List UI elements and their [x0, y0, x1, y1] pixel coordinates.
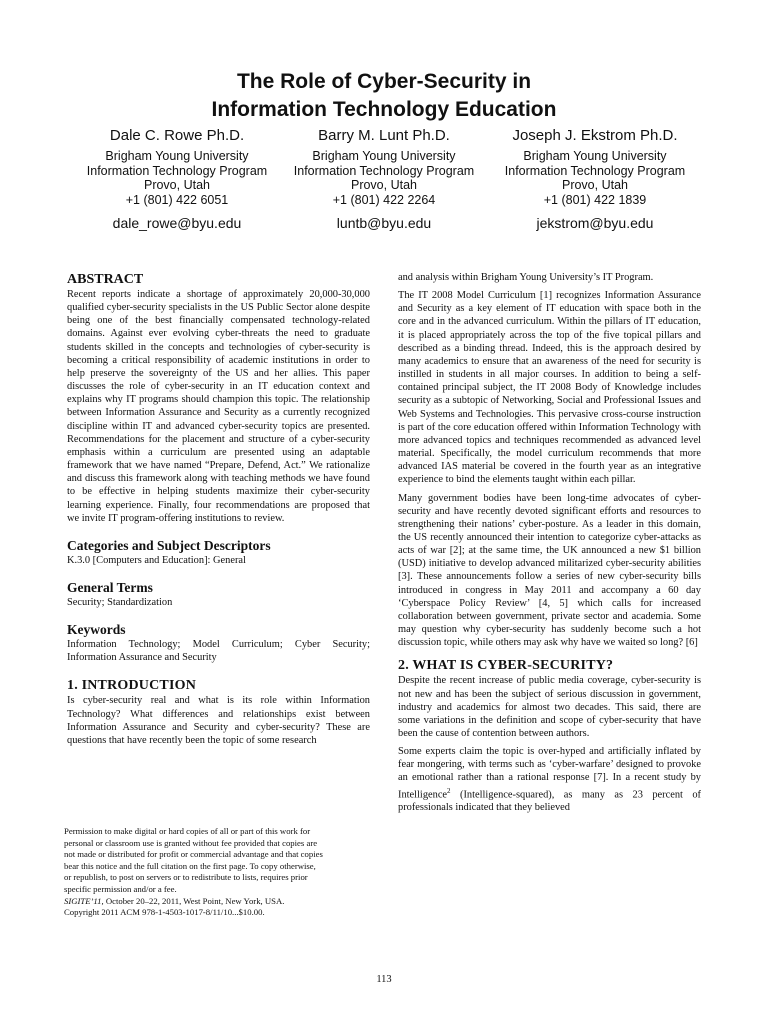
body-paragraph: The IT 2008 Model Curriculum [1] recognizes Information Assurance and Security as a key element of IT education with space both in the core and in the advanced curriculum. Within the pillars of IT education, it is placed appropriately across the top of the five topical pillars and described as a binding thread. Indeed, this is the approach desired by many academics to ensure that an awareness of the need for security is instilled in students in all major courses. In addition to being a self-contained principal subject, the IT 2008 Body of Knowledge includes security as a subtopic of Networking, Social and Professional Issues and Web Systems and Technologies. This pervasive cross-course instruction is part of the core education offered within Information Technology with more advanced topics and techniques recommended as advanced level material. Specifically, the model curriculum recommends that more advanced IAS material be covered in the fourth year as an integrative experience to bind the elements taught within each pillar. [398, 290, 701, 486]
superscript: 2 [447, 786, 451, 795]
copyright-line: Copyright 2011 ACM 978-1-4503-1017-8/11/10...$10.00. [64, 907, 265, 918]
author-program: Information Technology Program [86, 163, 268, 178]
venue-line [64, 896, 369, 908]
general-terms-heading: General Terms [67, 579, 153, 595]
paragraph-text: (Intelligence-squared), as many as 23 percent of professionals indicated that they believed [398, 789, 701, 814]
section-2-heading: 2. WHAT IS CYBER-SECURITY? [398, 658, 614, 674]
keywords-heading: Keywords [67, 622, 126, 638]
categories-heading: Categories and Subject Descriptors [67, 537, 271, 553]
permission-notice [64, 826, 369, 919]
author-name: Joseph J. Ekstrom Ph.D. [512, 127, 678, 144]
author-location: Provo, Utah [143, 178, 210, 192]
author-program: Information Technology Program [504, 163, 686, 178]
body-paragraph: and analysis within Brigham Young University’s IT Program. [398, 272, 654, 283]
right-column [398, 271, 701, 819]
left-column [67, 271, 370, 752]
author-phone: +1 (801) 422 1839 [543, 192, 647, 207]
body-paragraph: Many government bodies have been long-time advocates of cyber-security and have recently devoted significant efforts and resources to strengthening their nations’ cyber-posture. As a leader in this domain, the US recently announced their intention to categorize cyber-attacks as acts of war [2]; at the same time, the UK announced a new $1 billion (USD) initiative to develop advanced militarized cyber-security abilities [3]. These announcements follow a series of new cyber-security bills introduced in congress in May 2011 and accompany a 60 day ‘Cyberspace Policy Review’ [4, 5] which calls for increased collaboration between government, private sector and academia. Some may question why cyber-security has suddenly become such a hot discussion topic, while others may ask why have we waited so long? [6] [398, 492, 701, 649]
page-number: 113 [376, 974, 392, 985]
author-block-2 [264, 126, 504, 232]
body-paragraph: Despite the recent increase of public media coverage, cyber-security is not new and has been the subject of serious discussion in government, industry and academics for almost two decades. This said, there are some variations in the definition and scope of cyber-security that have been the cause of contention between authors. [398, 675, 701, 739]
author-email: jekstrom@byu.edu [536, 215, 654, 231]
introduction-text: Is cyber-security real and what is its role within Information Technology? What differences and relationships exist between Information Assurance and Security and cyber-security? These are questions that have recently been the topic of some research [67, 695, 370, 746]
author-email: luntb@byu.edu [336, 215, 432, 231]
permission-line: Permission to make digital or hard copies of all or part of this work for [64, 826, 311, 836]
permission-line: or republish, to post on servers or to redistribute to lists, requires prior [64, 872, 308, 883]
abstract-text: Recent reports indicate a shortage of approximately 20,000-30,000 qualified cyber-security specialists in the US Public Sector alone despite being one of the best financially compensated technology-related domains. Against ever evolving cyber-threats the need to graduate students skilled in the concepts and technologies of cyber-security is becoming a critical responsibility of academic institutions in order to help preserve the sovereignty of the US and her allies. This paper discusses the role of cyber-security in an IT education context and explains why IT programs should champion this topic. The relationship between Information Assurance and Security as a currently recognized discipline within IT and advanced cyber-security topics are presented. Recommendations for the placement and structure of a cyber-security emphasis within a curriculum are presented using an adaptable framework that we have named “Prepare, Defend, Act.” We rationalize and discuss this framework along with teaching methods we have found to be effective in helping students maximize their cyber-security learning experience. Finally, four recommendations are proposed that we invite IT program-offering institutions to review. [67, 289, 370, 524]
permission-line: bear this notice and the full citation on the first page. To copy otherwise, [64, 860, 316, 871]
author-program: Information Technology Program [293, 163, 475, 178]
venue-details: , October 20–22, 2011, West Point, New York, USA. [101, 895, 285, 906]
author-location: Provo, Utah [561, 178, 628, 192]
author-email: dale_rowe@byu.edu [112, 215, 242, 231]
title-line-2: Information Technology Education [211, 98, 557, 121]
categories-text: K.3.0 [Computers and Education]: General [67, 554, 246, 566]
author-name: Dale C. Rowe Ph.D. [109, 127, 245, 144]
general-terms-text: Security; Standardization [67, 596, 173, 608]
permission-line: personal or classroom use is granted without fee provided that copies are [64, 837, 318, 848]
permission-line: specific permission and/or a fee. [64, 883, 177, 894]
permission-line: not made or distributed for profit or commercial advantage and that copies [64, 849, 323, 860]
author-affiliation: Brigham Young University [523, 149, 667, 163]
title-line-1: The Role of Cyber-Security in [236, 70, 532, 93]
paragraph-text: Some experts claim the topic is over-hyped and artificially inflated by fear mongering, with terms such as ‘cyber-warfare’ designed to provoke an emotional rather than a rational response [7]. In a recent study by Intelligence [398, 746, 701, 801]
body-paragraph [398, 745, 701, 814]
introduction-heading: 1. INTRODUCTION [67, 678, 197, 694]
author-block-3 [475, 126, 715, 232]
paper-title [0, 68, 768, 124]
venue-name: SIGITE’11 [64, 895, 102, 906]
keywords-text: Information Technology; Model Curriculum; Cyber Security; Information Assurance and Security [67, 639, 370, 664]
author-block-1 [57, 126, 297, 232]
author-phone: +1 (801) 422 2264 [332, 192, 436, 207]
author-location: Provo, Utah [350, 178, 417, 192]
author-name: Barry M. Lunt Ph.D. [318, 127, 450, 144]
author-affiliation: Brigham Young University [105, 149, 249, 163]
author-phone: +1 (801) 422 6051 [125, 192, 229, 207]
abstract-heading: ABSTRACT [67, 272, 144, 287]
author-affiliation: Brigham Young University [312, 149, 456, 163]
